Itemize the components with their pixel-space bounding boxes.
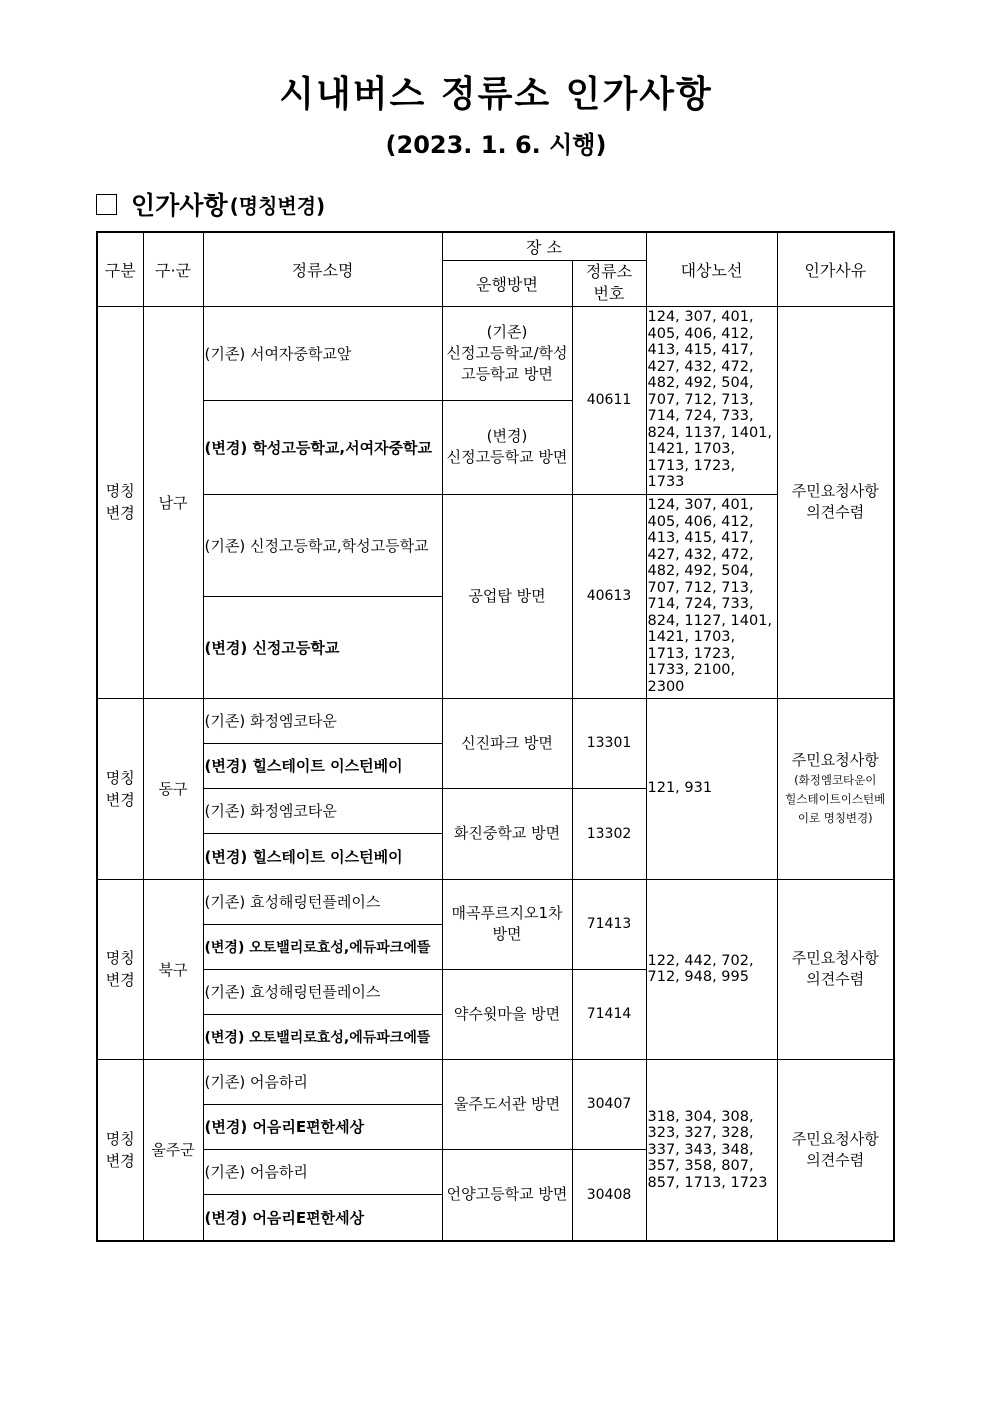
direction-cell: 매곡푸르지오1차 방면 [442,879,572,969]
checkbox-square-icon [96,194,117,215]
direction-cell: 화진중학교 방면 [442,788,572,879]
routes-cell: 124, 307, 401, 405, 406, 412, 413, 415, 417, 427, 432, 472, 482, 492, 504, 707, 712, 713, 714, 724, 733, 824, 1137, 1401, 1421, 1703, 1713, 1723, 1733 [646,306,777,494]
old-stop-name: (기존) 서여자중학교앞 [203,306,442,400]
header-district: 구·군 [143,232,203,306]
direction-cell: 약수윗마을 방면 [442,969,572,1059]
category-cell: 명칭 변경 [97,879,143,1059]
direction-cell: 신진파크 방면 [442,698,572,788]
direction-cell: 언양고등학교 방면 [442,1149,572,1241]
old-stop-name: (기존) 화정엠코타운 [203,698,442,743]
old-stop-name: (기존) 신정고등학교,학성고등학교 [203,494,442,596]
routes-cell: 121, 931 [646,698,777,879]
reason-cell: 주민요청사항 의견수렴 [777,1059,894,1241]
stop-number: 30407 [572,1059,646,1149]
district-cell: 울주군 [143,1059,203,1241]
new-stop-name: (변경) 오토밸리로효성,에듀파크에뜰 [203,1014,442,1059]
page-subtitle: (2023. 1. 6. 시행) [385,131,607,159]
new-stop-name: (변경) 어음리E편한세상 [203,1104,442,1149]
routes-cell: 318, 304, 308, 323, 327, 328, 337, 343, 348, 357, 358, 807, 857, 1713, 1723 [646,1059,777,1241]
section-sub: (명칭변경) [229,193,326,218]
header-category: 구분 [97,232,143,306]
old-stop-name: (기존) 어음하리 [203,1059,442,1104]
category-cell: 명칭 변경 [97,1059,143,1241]
routes-cell: 122, 442, 702, 712, 948, 995 [646,879,777,1059]
approval-table [96,231,895,1242]
direction-cell: (변경) 신정고등학교 방면 [442,400,572,494]
direction-cell: 공업탑 방면 [442,494,572,698]
routes-cell: 124, 307, 401, 405, 406, 412, 413, 415, 417, 427, 432, 472, 482, 492, 504, 707, 712, 713, 714, 724, 733, 824, 1127, 1401, 1421, 1703, 1713, 1723, 1733, 2100, 2300 [646,494,777,698]
old-stop-name: (기존) 효성해링턴플레이스 [203,879,442,924]
stop-number: 40613 [572,494,646,698]
reason-cell: 주민요청사항 의견수렴 [777,306,894,698]
reason-cell: 주민요청사항 (화정엠코타운이 힐스테이트이스턴베 이로 명칭변경) [777,698,894,879]
header-stop-number: 정류소 번호 [572,260,646,306]
header-reason: 인가사유 [777,232,894,306]
new-stop-name: (변경) 어음리E편한세상 [203,1194,442,1241]
page-title: 시내버스 정류소 인가사항 [279,74,713,115]
stop-number: 40611 [572,306,646,494]
header-stop-name: 정류소명 [203,232,442,306]
new-stop-name: (변경) 신정고등학교 [203,596,442,698]
reason-cell: 주민요청사항 의견수렴 [777,879,894,1059]
stop-number: 30408 [572,1149,646,1241]
category-cell: 명칭 변경 [97,698,143,879]
old-stop-name: (기존) 어음하리 [203,1149,442,1194]
new-stop-name: (변경) 힐스테이트 이스턴베이 [203,743,442,788]
direction-cell: (기존) 신정고등학교/학성 고등학교 방면 [442,306,572,400]
district-cell: 남구 [143,306,203,698]
header-routes: 대상노선 [646,232,777,306]
district-cell: 북구 [143,879,203,1059]
category-cell: 명칭 변경 [97,306,143,698]
new-stop-name: (변경) 학성고등학교,서여자중학교 [203,400,442,494]
old-stop-name: (기존) 효성해링턴플레이스 [203,969,442,1014]
stop-number: 13301 [572,698,646,788]
section-heading [96,186,325,222]
header-place: 장 소 [442,232,646,260]
direction-cell: 울주도서관 방면 [442,1059,572,1149]
section-label: 인가사항 [131,191,228,220]
new-stop-name: (변경) 힐스테이트 이스턴베이 [203,833,442,879]
old-stop-name: (기존) 화정엠코타운 [203,788,442,833]
district-cell: 동구 [143,698,203,879]
stop-number: 71413 [572,879,646,969]
header-direction: 운행방면 [442,260,572,306]
new-stop-name: (변경) 오토밸리로효성,에듀파크에뜰 [203,924,442,969]
stop-number: 13302 [572,788,646,879]
stop-number: 71414 [572,969,646,1059]
